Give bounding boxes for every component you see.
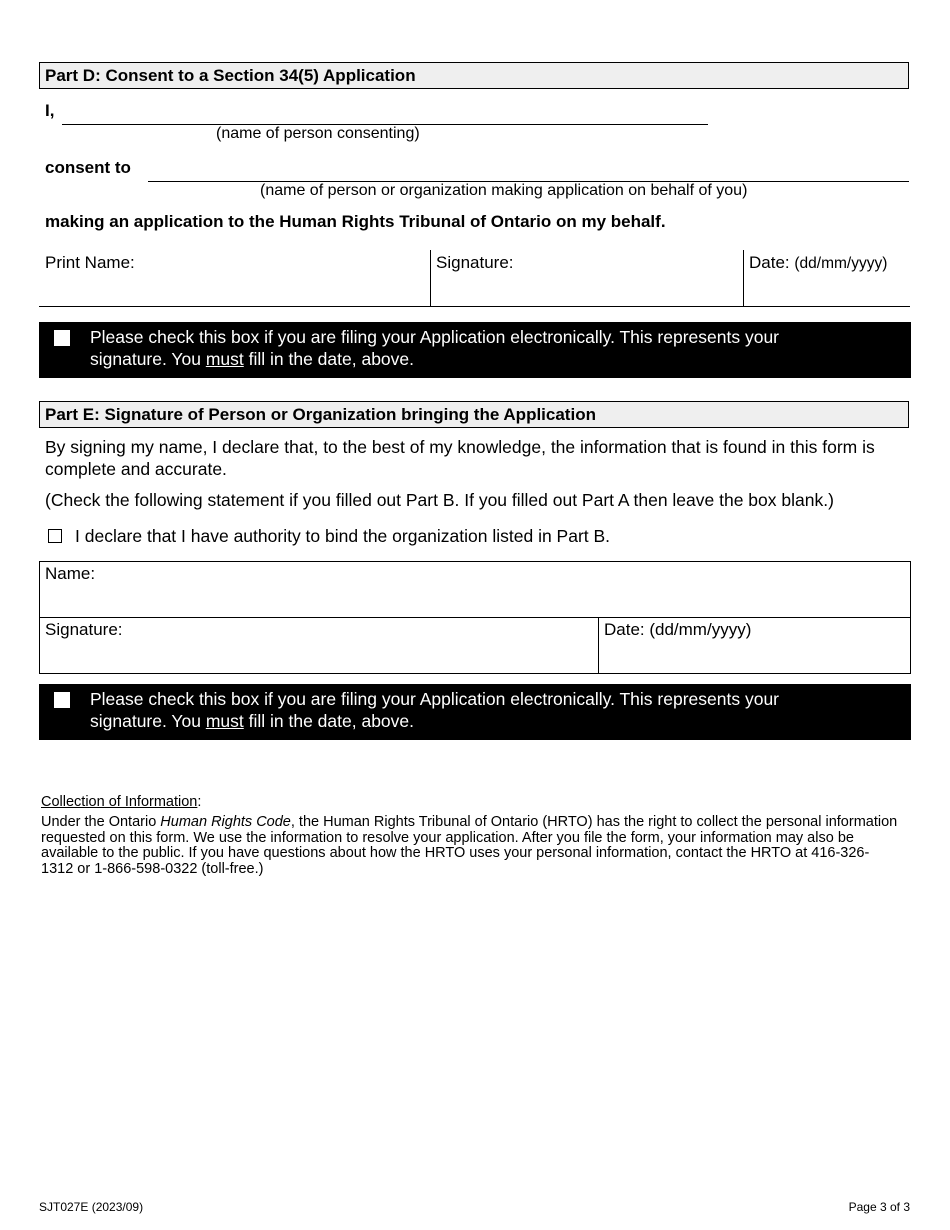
check-instruction: (Check the following statement if you filled out Part B. If you filled out Part A then leave the box blank.): [45, 490, 834, 510]
signature-row-baseline: [39, 306, 910, 307]
collection-text-pre: Under the Ontario: [41, 814, 161, 830]
collection-text: [41, 815, 899, 877]
date-label-e: Date: (dd/mm/yyyy): [604, 620, 752, 639]
collection-text-post: , the Human Rights Tribunal of Ontario (HRTO) has the right to collect the personal information requested on this form. We use the information to resolve your application. After you file the form, your information may also be available to the public. If you have questions about how the HRTO uses your personal information, contact the HRTO at 416-326-1312 or 1-866-598-0322 (toll-free.): [41, 814, 898, 877]
electronic-must: must: [205, 349, 244, 369]
electronic-filing-checkbox-d[interactable]: [54, 330, 70, 346]
part-e-header: Part E: Signature of Person or Organization bringing the Application: [39, 401, 909, 428]
collection-title: Collection of Information: [41, 794, 198, 810]
consent-statement: making an application to the Human Rights Tribunal of Ontario on my behalf.: [45, 212, 666, 231]
print-name-label: Print Name:: [45, 253, 135, 272]
page-number: Page 3 of 3: [848, 1200, 910, 1214]
date-format: (dd/mm/yyyy): [794, 255, 888, 272]
i-label: I,: [45, 101, 55, 120]
electronic-must: must: [205, 711, 244, 731]
electronic-filing-box-e: [39, 684, 911, 740]
electronic-text-part2: fill in the date, above.: [248, 711, 415, 731]
divider: [743, 250, 744, 306]
signature-label-e: Signature:: [45, 620, 123, 639]
grid-divider: [598, 617, 599, 673]
electronic-filing-text-e: [90, 688, 851, 732]
electronic-text-part1: Please check this box if you are filing your Application electronically. This represents your signature. You: [90, 327, 780, 369]
consent-to-label: consent to: [45, 158, 131, 177]
human-rights-code: Human Rights Code: [160, 814, 291, 830]
form-code: SJT027E (2023/09): [39, 1200, 144, 1214]
date-label: Date:: [749, 253, 790, 272]
collection-colon: :: [197, 794, 202, 810]
name-label: Name:: [45, 564, 96, 583]
part-d-header: Part D: Consent to a Section 34(5) Application: [39, 62, 909, 89]
collection-title-line: [41, 795, 201, 811]
authority-statement: I declare that I have authority to bind the organization listed in Part B.: [75, 526, 611, 546]
electronic-filing-checkbox-e[interactable]: [54, 692, 70, 708]
signature-label: Signature:: [436, 253, 514, 272]
date-label-group: [749, 253, 887, 273]
declaration-text: By signing my name, I declare that, to the best of my knowledge, the information that is found in this form is complete and accurate.: [45, 437, 875, 479]
electronic-text-part2: fill in the date, above.: [248, 349, 415, 369]
divider: [430, 250, 431, 306]
electronic-filing-box-d: [39, 322, 911, 378]
electronic-filing-text-d: [90, 326, 851, 370]
organization-name-caption: (name of person or organization making application on behalf of you): [260, 182, 748, 199]
consenting-name-caption: (name of person consenting): [216, 125, 420, 142]
grid-divider: [39, 617, 910, 618]
authority-checkbox[interactable]: [48, 529, 62, 543]
electronic-text-part1: Please check this box if you are filing your Application electronically. This represents your signature. You: [90, 689, 780, 731]
